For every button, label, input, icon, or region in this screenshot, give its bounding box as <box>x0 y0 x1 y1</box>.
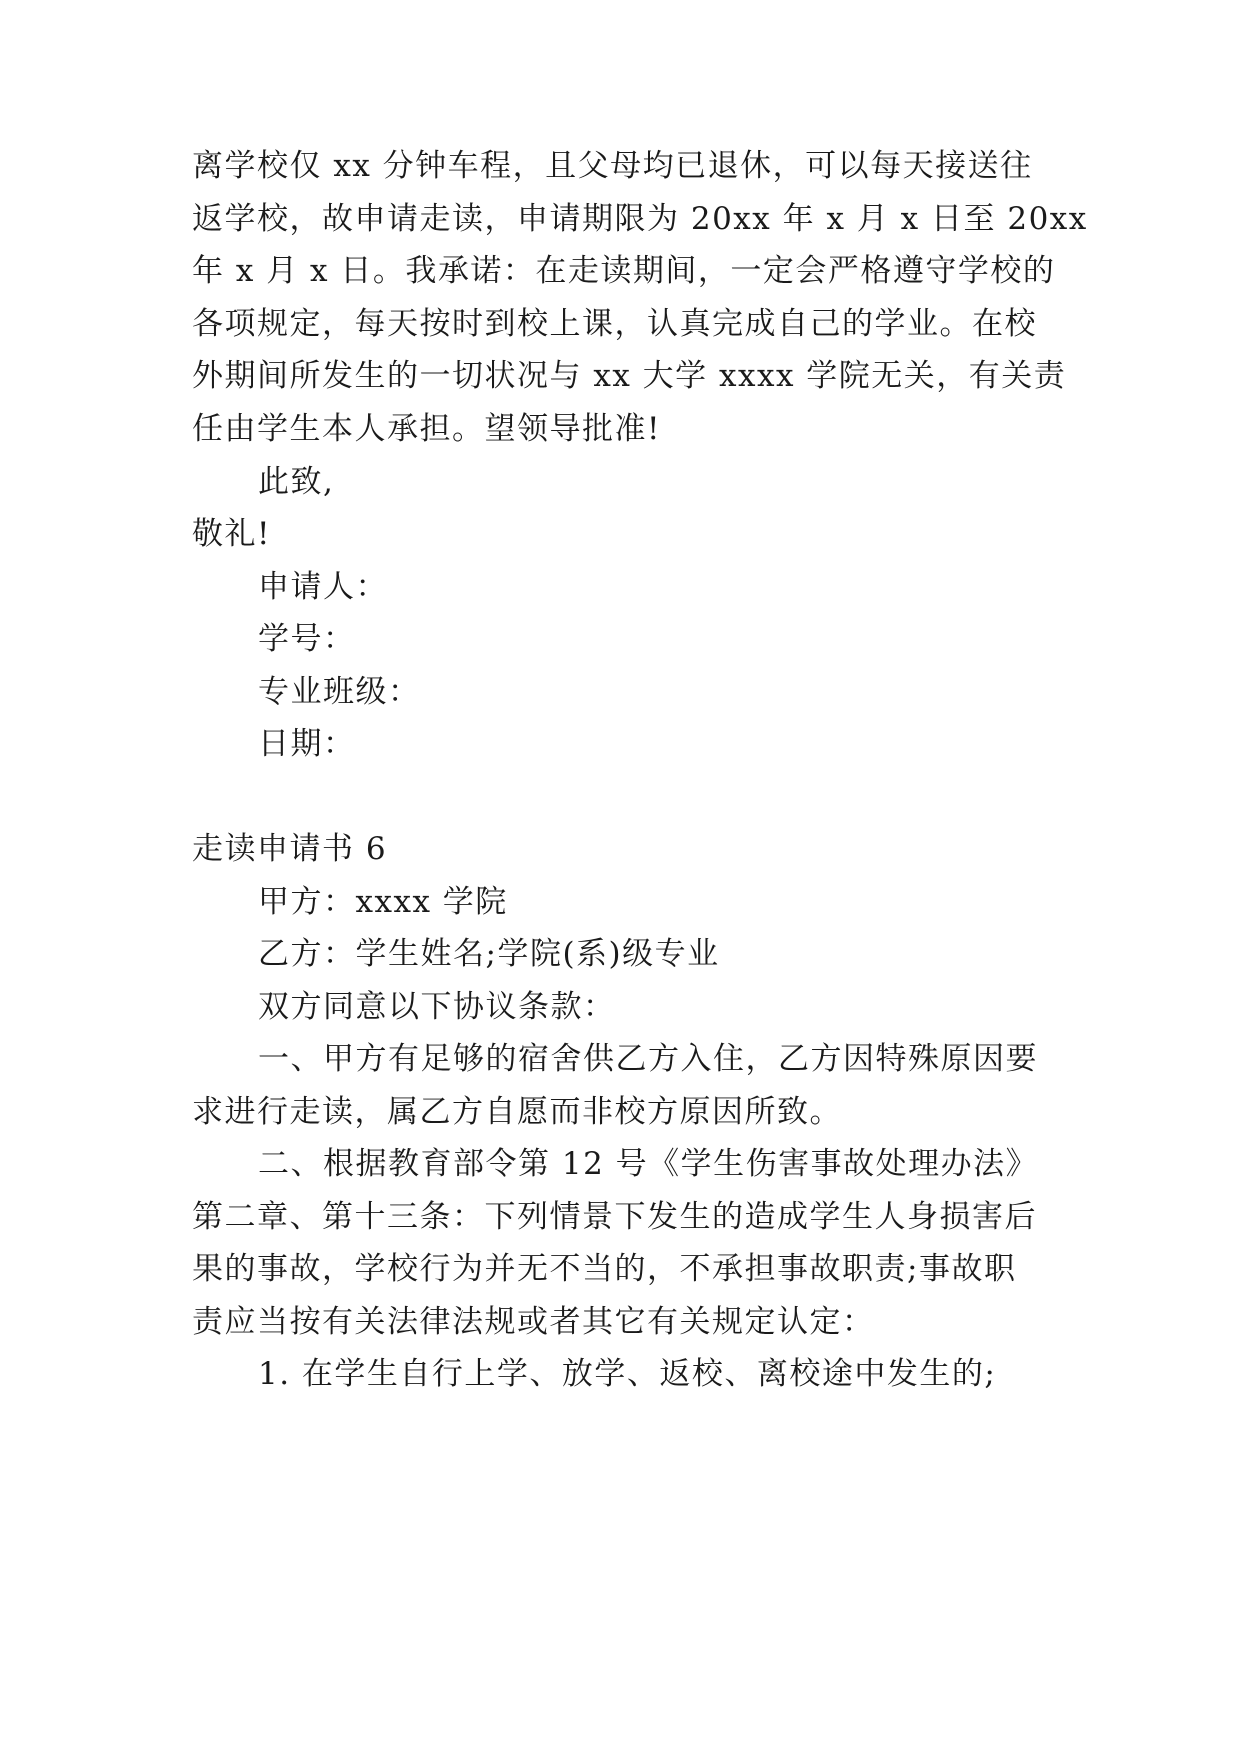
clause-line: 求进行走读，属乙方自愿而非校方原因所致。 <box>192 1094 842 1130</box>
student-id-label: 学号： <box>258 621 356 657</box>
agreement-intro: 双方同意以下协议条款： <box>258 989 616 1025</box>
section-title: 走读申请书 6 <box>192 831 388 867</box>
paragraph-line: 返学校，故申请走读，申请期限为 20xx 年 x 月 x 日至 20xx <box>192 201 1088 237</box>
paragraph-line: 年 x 月 x 日。我承诺：在走读期间，一定会严格遵守学校的 <box>192 253 1056 289</box>
paragraph-line: 外期间所发生的一切状况与 xx 大学 xxxx 学院无关，有关责 <box>192 358 1067 394</box>
party-b: 乙方：学生姓名;学院(系)级专业 <box>258 936 720 972</box>
paragraph-line: 离学校仅 xx 分钟车程，且父母均已退休，可以每天接送往 <box>192 148 1033 184</box>
clause-line: 果的事故，学校行为并无不当的，不承担事故职责;事故职 <box>192 1251 1017 1287</box>
closing-regards: 敬礼! <box>192 516 271 552</box>
clause-line: 一、甲方有足够的宿舍供乙方入住，乙方因特殊原因要 <box>258 1041 1038 1077</box>
major-class-label: 专业班级： <box>258 674 421 710</box>
clause-line: 第二章、第十三条：下列情景下发生的造成学生人身损害后 <box>192 1199 1037 1235</box>
closing-salutation: 此致, <box>258 464 335 500</box>
date-label: 日期： <box>258 726 356 762</box>
paragraph-line: 任由学生本人承担。望领导批准! <box>192 411 661 447</box>
paragraph-line: 各项规定，每天按时到校上课，认真完成自己的学业。在校 <box>192 306 1037 342</box>
applicant-label: 申请人： <box>258 569 388 605</box>
clause-line: 二、根据教育部令第 12 号《学生伤害事故处理办法》 <box>258 1146 1039 1182</box>
clause-line: 责应当按有关法律法规或者其它有关规定认定： <box>192 1304 875 1340</box>
party-a: 甲方：xxxx 学院 <box>258 884 508 920</box>
list-item: 1. 在学生自行上学、放学、返校、离校途中发生的; <box>258 1356 997 1392</box>
